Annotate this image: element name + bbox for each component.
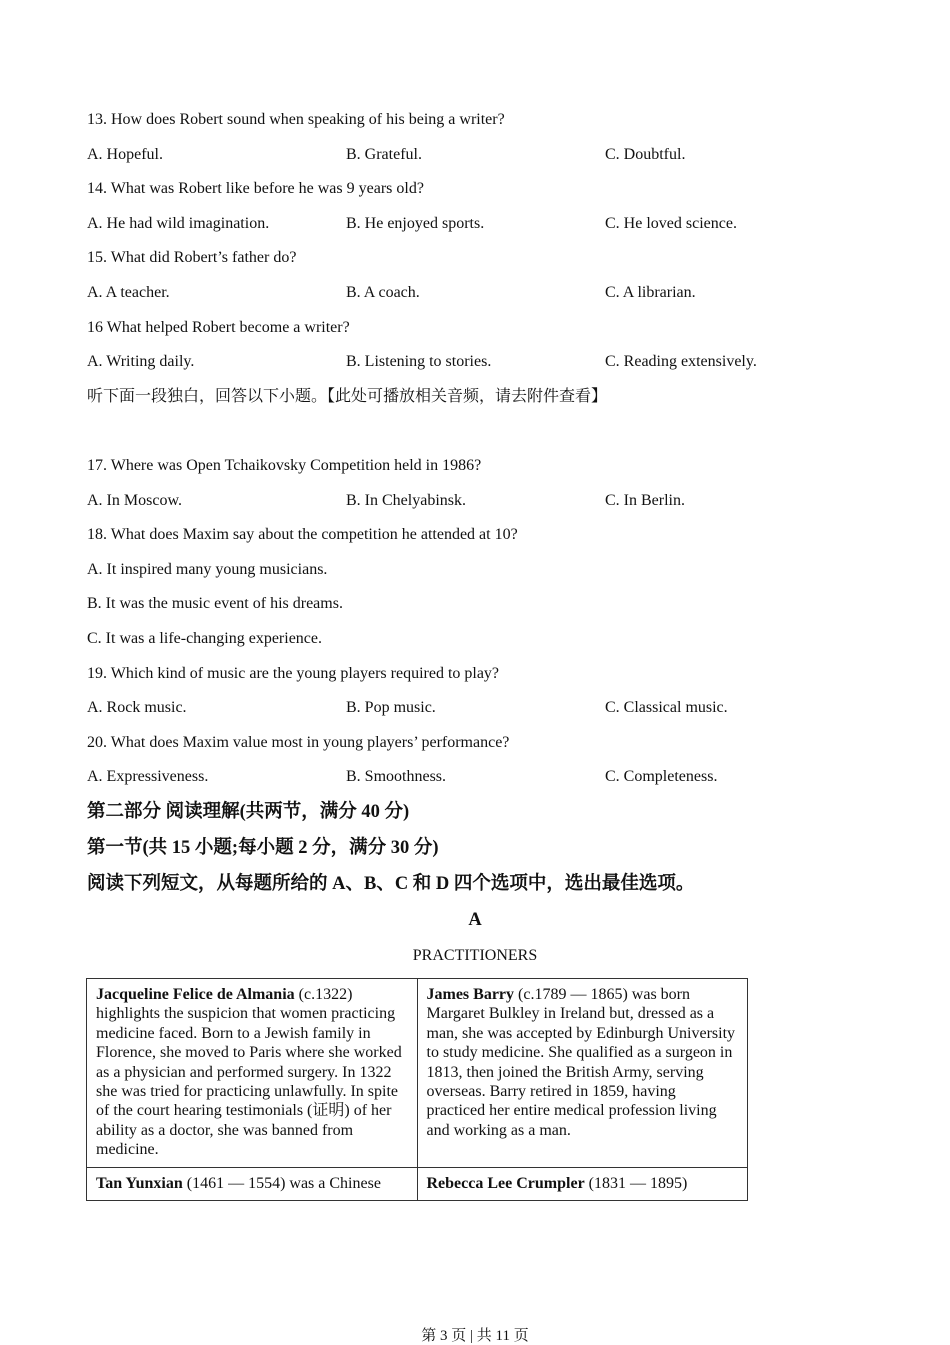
options-row: [87, 697, 887, 719]
practitioner-description: (c.1789 — 1865) was born Margaret Bulkley in Ireland but, dressed as a man, she was accepted by Edinburgh University to study medicine. She qualified as a surgeon in 1813, then joined the British Army, serving overseas. Barry retired in 1859, having practiced her entire medical profession living and working as a man.: [426, 986, 736, 1139]
table-cell: [417, 979, 748, 1168]
options-row: [87, 490, 887, 512]
option: A. He had wild imagination.: [87, 214, 270, 232]
option: B. Pop music.: [346, 699, 436, 717]
part-two-heading: 第二部分 阅读理解(共两节，满分 40 分): [87, 802, 410, 822]
table-cell: [87, 1167, 418, 1200]
options-row: [87, 766, 887, 788]
option: A. Expressiveness.: [87, 768, 209, 786]
option: B. Listening to stories.: [346, 353, 492, 371]
options-row: [87, 351, 887, 373]
question-text: 13. How does Robert sound when speaking of his being a writer?: [87, 111, 505, 128]
practitioner-description: (1461 — 1554) was a Chinese: [182, 1174, 381, 1192]
options-row: [87, 144, 887, 166]
option: B. A coach.: [346, 284, 420, 301]
question-text: 19. Which kind of music are the young players required to play?: [87, 664, 500, 682]
option: C. Doubtful.: [605, 145, 686, 163]
option: A. It inspired many young musicians.: [87, 560, 328, 578]
option: B. In Chelyabinsk.: [346, 491, 466, 509]
option: C. A librarian.: [605, 284, 696, 301]
option: C. Completeness.: [605, 768, 718, 786]
option: A. Rock music.: [87, 699, 187, 717]
table-row: [87, 1167, 748, 1200]
option: C. Reading extensively.: [605, 353, 757, 371]
page-footer: 第 3 页 | 共 11 页: [421, 1328, 529, 1344]
question-text: 18. What does Maxim say about the competition he attended at 10?: [87, 526, 518, 544]
table-cell: [87, 979, 418, 1168]
option: A. Writing daily.: [87, 353, 195, 371]
table-cell: [417, 1167, 748, 1200]
practitioner-name: James Barry: [426, 986, 515, 1003]
practitioner-description: (1831 — 1895): [584, 1174, 688, 1192]
question-text: 14. What was Robert like before he was 9 years old?: [87, 180, 424, 198]
option: C. He loved science.: [605, 214, 737, 232]
option: C. It was a life-changing experience.: [87, 630, 323, 647]
option: B. It was the music event of his dreams.: [87, 595, 343, 613]
section-one-heading: 第一节(共 15 小题;每小题 2 分，满分 30 分): [87, 838, 439, 858]
monologue-instruction: 听下面一段独白，回答以下小题。【此处可播放相关音频，请去附件查看】: [87, 387, 608, 405]
practitioner-name: Tan Yunxian: [96, 1174, 183, 1192]
practitioner-description: (c.1322) highlights the suspicion that women practicing medicine faced. Born to a Jewish family in Florence, she moved to Paris where she worked as a physician and performed surgery. In 1322 she was tried for practicing unlawfully. In spite of the court hearing testimonials (证明) of her ability as a doctor, she was banned from medicine.: [96, 986, 402, 1159]
reading-instruction: 阅读下列短文，从每题所给的 A、B、C 和 D 四个选项中，选出最佳选项。: [87, 874, 695, 894]
option: A. In Moscow.: [87, 491, 182, 509]
option: A. Hopeful.: [87, 145, 163, 163]
question-text: 17. Where was Open Tchaikovsky Competition held in 1986?: [87, 457, 482, 474]
practitioner-name: Rebecca Lee Crumpler: [426, 1174, 585, 1192]
passage-title: PRACTITIONERS: [412, 947, 538, 964]
passage-letter: A: [468, 910, 482, 930]
option: C. In Berlin.: [605, 491, 685, 509]
practitioners-table: [86, 978, 748, 1201]
options-row: [87, 213, 887, 235]
table-row: [87, 979, 748, 1168]
question-text: 16 What helped Robert become a writer?: [87, 318, 350, 336]
option: B. Smoothness.: [346, 768, 447, 786]
question-text: 20. What does Maxim value most in young players’ performance?: [87, 733, 510, 751]
options-row: [87, 282, 887, 304]
option: A. A teacher.: [87, 284, 170, 301]
option: B. He enjoyed sports.: [346, 214, 485, 232]
practitioner-name: Jacqueline Felice de Almania: [96, 986, 295, 1003]
option: C. Classical music.: [605, 699, 728, 717]
option: B. Grateful.: [346, 145, 422, 163]
question-text: 15. What did Robert’s father do?: [87, 249, 297, 267]
